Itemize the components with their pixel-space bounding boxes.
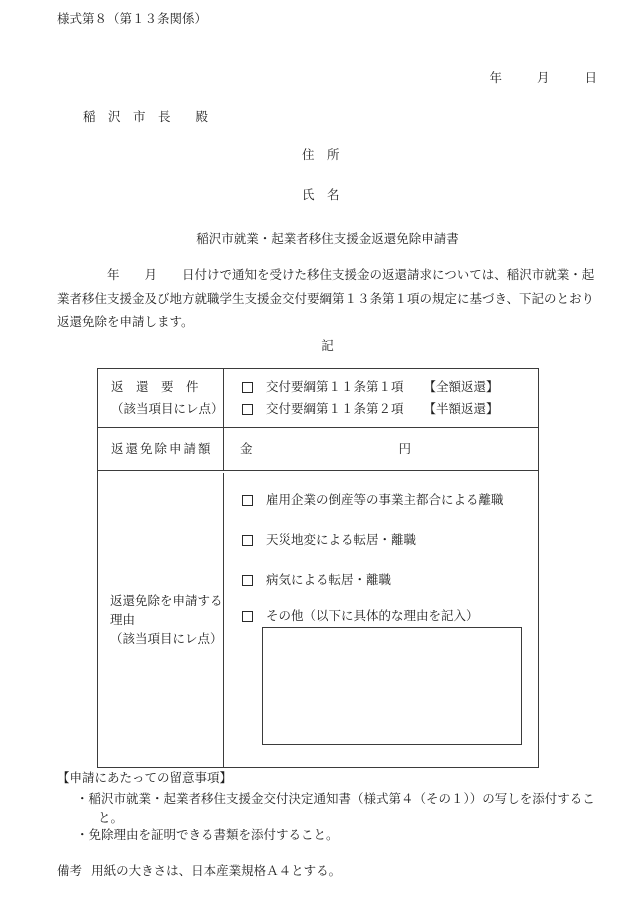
requirement-option: [242, 376, 538, 398]
checkbox-icon: [242, 495, 253, 506]
reason-option-label: その他（以下に具体的な理由を記入）: [266, 609, 479, 623]
checkbox-icon: [242, 535, 253, 546]
amount-suffix: 円: [398, 441, 412, 456]
note-item: ・免除理由を証明できる書類を添付すること。: [76, 828, 339, 842]
ki-label: 記: [321, 339, 334, 353]
date-year-label: 年: [489, 71, 502, 85]
note-item: ・稲沢市就業・起業者移住支援金交付決定通知書（様式第４（その１））の写しを添付すること。: [76, 792, 595, 825]
form-number: 様式第８（第１３条関係）: [57, 12, 208, 26]
reason-header-line1: 返還免除を申請する: [110, 593, 223, 608]
date-day-label: 日: [584, 71, 597, 85]
requirement-option-clause: 交付要綱第１１条第１項: [266, 380, 404, 394]
reason-option: [242, 532, 416, 549]
application-table: [97, 368, 539, 768]
name-label: 氏 名: [302, 188, 340, 202]
reason-option-label: 病気による転居・離職: [266, 573, 392, 587]
requirement-option-clause: 交付要綱第１１条第２項: [266, 402, 404, 416]
remarks-label: 備考: [57, 864, 83, 878]
reason-header-cell: [98, 473, 224, 767]
table-row-requirement: [98, 369, 538, 428]
requirement-value-cell: [224, 369, 538, 427]
address-label: 住 所: [302, 148, 340, 162]
requirement-option-tag: 【全額返還】: [423, 380, 499, 394]
requirement-header-cell: [98, 369, 224, 427]
reason-option: [242, 608, 479, 625]
requirement-header-line2: （該当項目にレ点）: [111, 402, 224, 416]
body-paragraph: [57, 264, 602, 335]
document-title: 稲沢市就業・起業者移住支援金返還免除申請書: [196, 232, 459, 246]
reason-option: [242, 492, 504, 509]
amount-prefix: 金: [240, 441, 253, 456]
remarks-line: [57, 863, 341, 880]
table-row-reason: [98, 471, 538, 765]
table-row-amount: [98, 428, 538, 471]
amount-header-label: 返還免除申請額: [111, 441, 213, 456]
reason-free-text-box: [262, 627, 522, 745]
amount-value-cell: [224, 428, 538, 470]
requirement-header-line1: 返 還 要 件: [111, 380, 199, 394]
reason-option: [242, 572, 391, 589]
reason-header-line3: （該当項目にレ点）: [110, 631, 223, 646]
requirement-option-tag: 【半額返還】: [423, 402, 499, 416]
body-line: 業者移住支援金及び地方就職学生支援金交付要綱第１３条第１項の規定に基づき、下記のとおり: [57, 291, 595, 306]
reason-option-label: 雇用企業の倒産等の事業主都合による離職: [266, 493, 504, 507]
date-line: [489, 70, 597, 87]
body-line: 返還免除を申請します。: [57, 315, 194, 329]
addressee-line: 稲 沢 市 長 殿: [83, 110, 209, 124]
reason-header-line2: 理由: [110, 612, 136, 627]
checkbox-icon: [242, 575, 253, 586]
date-month-label: 月: [536, 71, 550, 85]
reason-value-cell: [224, 471, 538, 765]
checkbox-icon: [242, 382, 253, 393]
reason-option-label: 天災地変による転居・離職: [266, 533, 417, 547]
amount-header-cell: [98, 428, 224, 470]
body-line: 年 月 日付けで通知を受けた移住支援金の返還請求については、稲沢市就業・起: [57, 268, 595, 282]
checkbox-icon: [242, 611, 253, 622]
checkbox-icon: [242, 404, 253, 415]
remarks-text: 用紙の大きさは、日本産業規格Ａ４とする。: [91, 864, 342, 878]
notes-header: 【申請にあたっての留意事項】: [57, 771, 233, 785]
requirement-option: [242, 398, 538, 420]
